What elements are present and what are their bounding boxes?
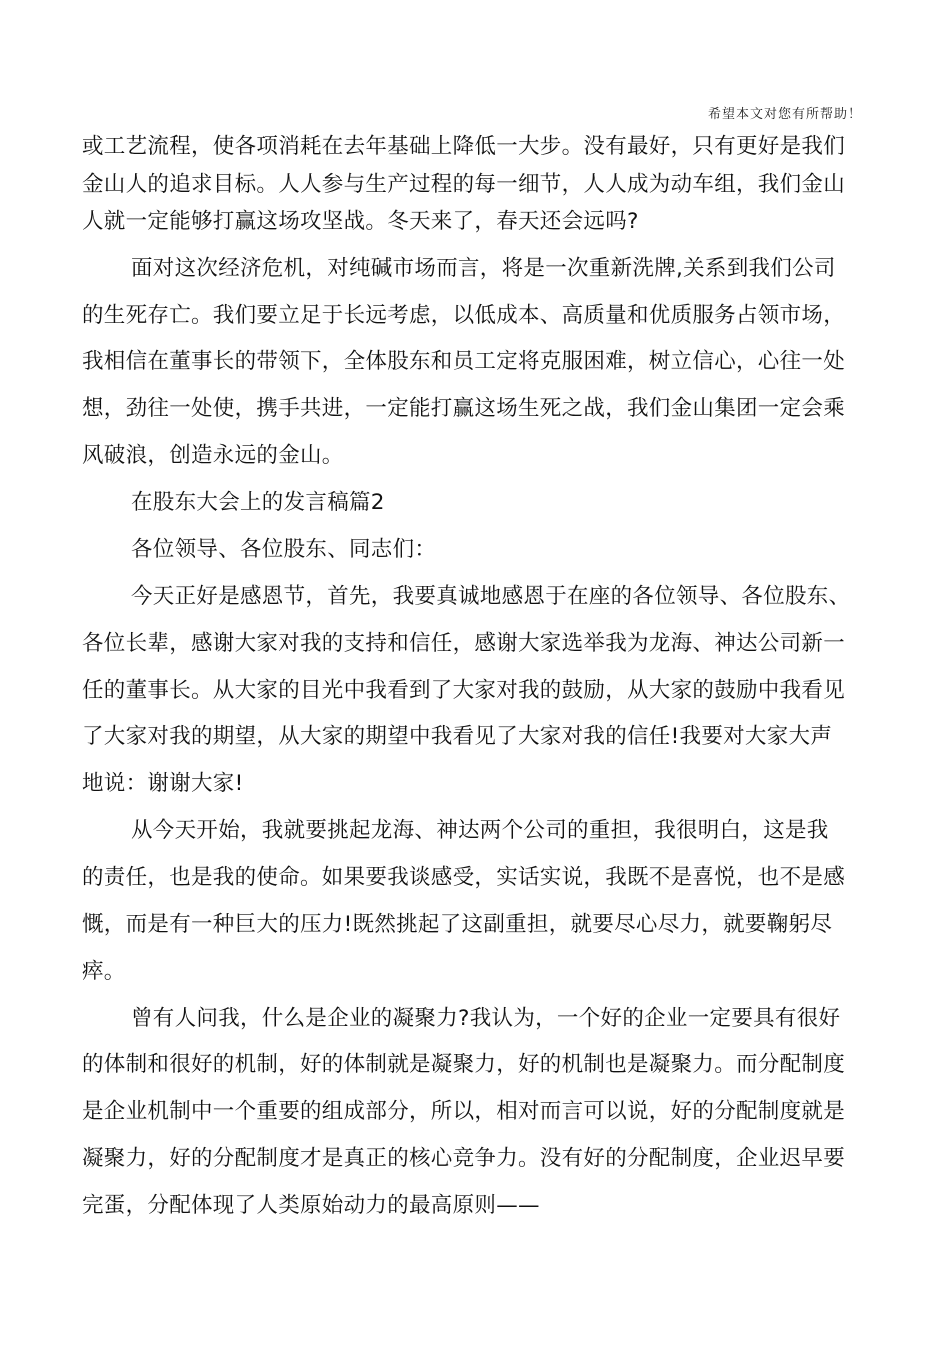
header-note: 希望本文对您有所帮助！ [707,107,862,122]
paragraph-line: 慨，而是有一种巨大的压力!既然挑起了这副重担，就要尽心尽力，就要鞠躬尽 [82,912,833,937]
paragraph-line: 面对这次经济危机，对纯碱市场而言，将是一次重新洗牌,关系到我们公司 [131,256,836,281]
paragraph-line: 的体制和很好的机制，好的体制就是凝聚力，好的机制也是凝聚力。而分配制度 [82,1052,846,1077]
paragraph-line: 风破浪，创造永远的金山。 [82,443,344,468]
paragraph-line: 我相信在董事长的带领下，全体股东和员工定将克服困难，树立信心，心往一处 [82,349,846,374]
paragraph-line: 人就一定能够打赢这场攻坚战。冬天来了，春天还会远吗? [82,209,639,234]
paragraph-line: 从今天开始，我就要挑起龙海、神达两个公司的重担，我很明白，这是我 [131,818,829,843]
paragraph-line: 任的董事长。从大家的目光中我看到了大家对我的鼓励，从大家的鼓励中我看见 [82,678,846,703]
paragraph-line: 金山人的追求目标。人人参与生产过程的每一细节，人人成为动车组，我们金山 [82,172,846,197]
paragraph-line: 今天正好是感恩节，首先，我要真诚地感恩于在座的各位领导、各位股东、 [131,584,851,609]
paragraph-line: 想，劲往一处使，携手共进，一定能打赢这场生死之战，我们金山集团一定会乘 [82,396,846,421]
paragraph-line: 各位长辈，感谢大家对我的支持和信任，感谢大家选举我为龙海、神达公司新一 [82,631,846,656]
paragraph-line: 是企业机制中一个重要的组成部分，所以，相对而言可以说，好的分配制度就是 [82,1099,846,1124]
paragraph-line: 瘁。 [82,959,126,984]
paragraph-line: 或工艺流程，使各项消耗在去年基础上降低一大步。没有最好，只有更好是我们 [82,134,846,159]
paragraph-line: 凝聚力，好的分配制度才是真正的核心竞争力。没有好的分配制度，企业迟早要 [82,1146,846,1171]
salutation: 各位领导、各位股东、同志们： [131,537,437,562]
paragraph-line: 完蛋，分配体现了人类原始动力的最高原则—— [82,1193,540,1218]
paragraph-line: 地说：谢谢大家! [82,771,244,796]
section-title: 在股东大会上的发言稿篇2 [131,490,385,515]
paragraph-line: 的生死存亡。我们要立足于长远考虑，以低成本、高质量和优质服务占领市场， [82,303,846,328]
paragraph-line: 曾有人问我，什么是企业的凝聚力?我认为，一个好的企业一定要具有很好 [131,1006,841,1031]
paragraph-line: 了大家对我的期望，从大家的期望中我看见了大家对我的信任!我要对大家大声 [82,724,833,749]
paragraph-line: 的责任，也是我的使命。如果要我谈感受，实话实说，我既不是喜悦，也不是感 [82,865,846,890]
